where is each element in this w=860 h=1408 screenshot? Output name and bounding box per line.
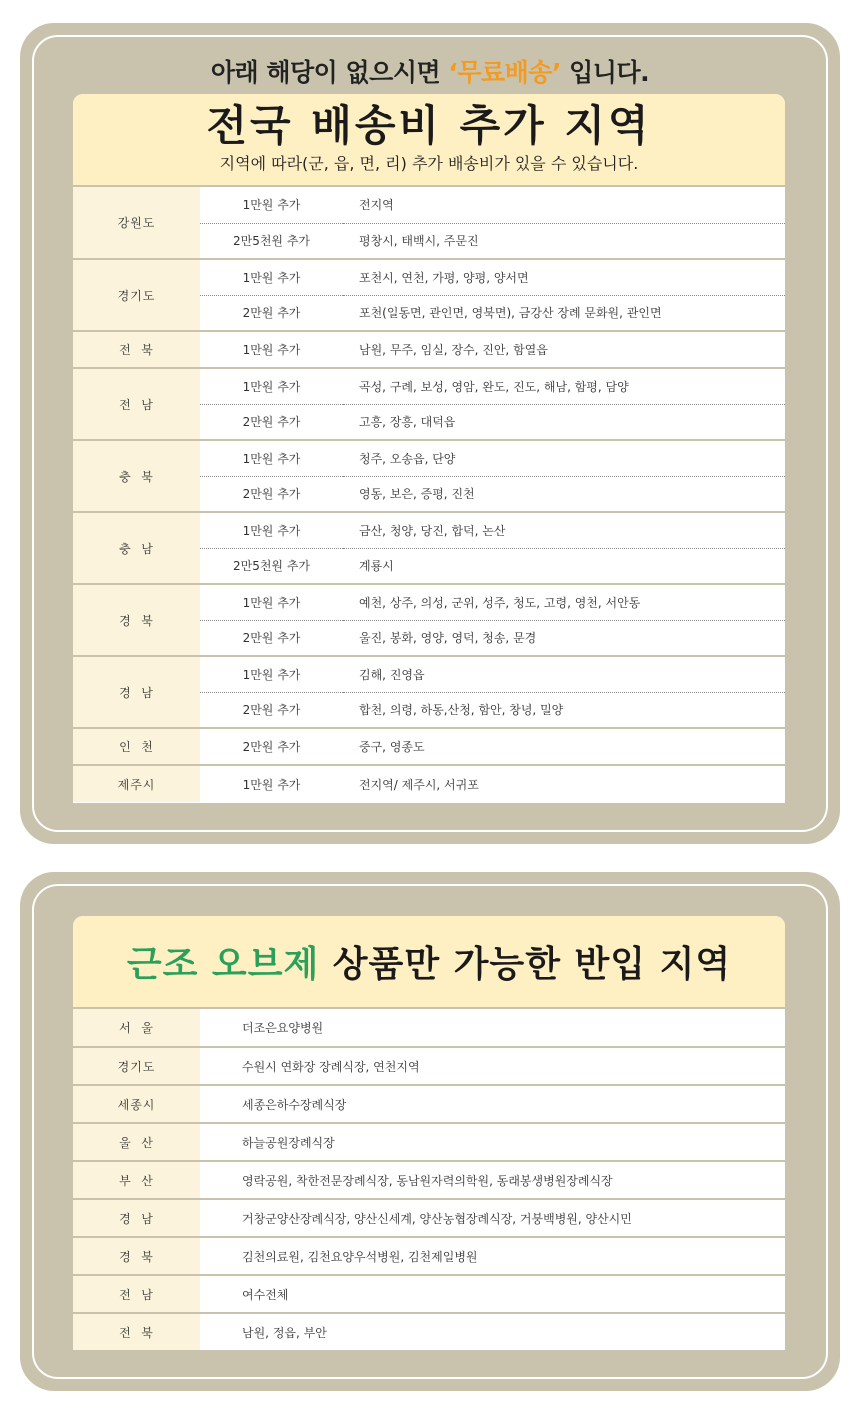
table-row bbox=[73, 765, 785, 802]
table-row bbox=[73, 440, 785, 476]
table-row bbox=[73, 1123, 785, 1161]
area-cell: 전지역 bbox=[359, 198, 394, 213]
table-row bbox=[73, 1237, 785, 1275]
area-cell: 중구, 영종도 bbox=[343, 728, 785, 765]
fee-cell: 1만원 추가 bbox=[200, 331, 343, 368]
section1-subtitle: 지역에 따라(군, 읍, 면, 리) 추가 배송비가 있을 수 있습니다. bbox=[219, 154, 639, 173]
fee-cell: 2만원 추가 bbox=[200, 620, 343, 656]
area-cell: 포천(일동면, 관인면, 영북면), 금강산 장례 문화원, 관인면 bbox=[343, 295, 785, 331]
places-cell: 하늘공원장례식장 bbox=[200, 1123, 785, 1161]
section2-title-rest: 상품만 가능한 반입 지역 bbox=[319, 944, 732, 985]
objet-delivery-card bbox=[73, 916, 785, 1350]
objet-delivery-panel bbox=[20, 872, 840, 1391]
section2-title-highlight: 근조 오브제 bbox=[126, 944, 320, 985]
places-cell: 영락공원, 착한전문장례식장, 동남원자력의학원, 동래봉생병원장례식장 bbox=[200, 1161, 785, 1199]
table-row bbox=[73, 1009, 785, 1047]
table-row bbox=[73, 728, 785, 765]
places-cell: 거창군양산장례식장, 양산신세계, 양산농협장례식장, 거붕백병원, 양산시민 bbox=[200, 1199, 785, 1237]
table-row bbox=[73, 1085, 785, 1123]
fee-cell: 1만원 추가 bbox=[200, 368, 343, 404]
region-cell: 경기도 bbox=[73, 259, 200, 331]
region-cell: 제주시 bbox=[73, 765, 200, 802]
region-cell: 충 남 bbox=[73, 512, 200, 584]
fee-cell: 2만원 추가 bbox=[200, 476, 343, 512]
fee-cell: 2만원 추가 bbox=[200, 404, 343, 440]
fee-cell: 2만원 추가 bbox=[200, 692, 343, 728]
section2-title bbox=[127, 936, 731, 987]
objet-delivery-header bbox=[73, 916, 785, 1009]
area-cell: 청주, 오송읍, 단양 bbox=[343, 440, 785, 476]
region-cell: 전 북 bbox=[73, 331, 200, 368]
shipping-fee-header bbox=[73, 94, 785, 187]
notice-suffix: 입니다. bbox=[560, 58, 650, 87]
table-row bbox=[73, 1161, 785, 1199]
region-cell: 강원도 bbox=[73, 187, 200, 259]
table-row bbox=[73, 656, 785, 692]
table-row bbox=[73, 1047, 785, 1085]
fee-cell: 1만원 추가 bbox=[200, 259, 343, 295]
table-row bbox=[73, 512, 785, 548]
area-cell: 울진, 봉화, 영양, 영덕, 청송, 문경 bbox=[343, 620, 785, 656]
table-row bbox=[73, 584, 785, 620]
area-cell: 포천시, 연천, 가평, 양평, 양서면 bbox=[343, 259, 785, 295]
fee-cell: 2만5천원 추가 bbox=[200, 223, 343, 259]
region-cell: 경 북 bbox=[73, 584, 200, 656]
region-cell: 인 천 bbox=[73, 728, 200, 765]
region-cell: 경 남 bbox=[73, 1199, 200, 1237]
table-row bbox=[73, 1275, 785, 1313]
area-cell: 전지역/ 제주시, 서귀포 bbox=[343, 765, 785, 802]
area-cell: 김해, 진영읍 bbox=[343, 656, 785, 692]
area-cell: 고흥, 장흥, 대덕읍 bbox=[343, 404, 785, 440]
table-row bbox=[73, 368, 785, 404]
region-cell: 부 산 bbox=[73, 1161, 200, 1199]
fee-cell: 1만원 추가 bbox=[200, 584, 343, 620]
places-cell: 세종은하수장례식장 bbox=[200, 1085, 785, 1123]
table-row bbox=[73, 1313, 785, 1350]
notice-highlight: ‘무료배송’ bbox=[448, 58, 561, 87]
region-cell: 경 북 bbox=[73, 1237, 200, 1275]
places-cell: 더조은요양병원 bbox=[242, 1021, 324, 1035]
places-cell: 김천의료원, 김천요양우석병원, 김천제일병원 bbox=[200, 1237, 785, 1275]
places-cell: 남원, 정읍, 부안 bbox=[200, 1313, 785, 1350]
region-cell: 서 울 bbox=[73, 1009, 200, 1047]
fee-cell: 2만원 추가 bbox=[200, 728, 343, 765]
area-cell: 예천, 상주, 의성, 군위, 성주, 청도, 고령, 영천, 서안동 bbox=[343, 584, 785, 620]
table-row bbox=[73, 331, 785, 368]
region-cell: 울 산 bbox=[73, 1123, 200, 1161]
area-cell: 영동, 보은, 증평, 진천 bbox=[343, 476, 785, 512]
region-cell: 전 남 bbox=[73, 1275, 200, 1313]
places-cell: 수원시 연화장 장례식장, 연천지역 bbox=[200, 1047, 785, 1085]
shipping-fee-card bbox=[73, 94, 785, 803]
table-row bbox=[73, 259, 785, 295]
fee-cell: 1만원 추가 bbox=[200, 656, 343, 692]
region-cell: 충 북 bbox=[73, 440, 200, 512]
fee-cell: 1만원 추가 bbox=[200, 440, 343, 476]
fee-cell: 1만원 추가 bbox=[242, 198, 301, 213]
table-row bbox=[73, 187, 785, 223]
area-cell: 남원, 무주, 임실, 장수, 진안, 함열읍 bbox=[343, 331, 785, 368]
notice-prefix: 아래 해당이 없으시면 bbox=[210, 58, 449, 87]
area-cell: 금산, 청양, 당진, 합덕, 논산 bbox=[343, 512, 785, 548]
area-cell: 평창시, 태백시, 주문진 bbox=[343, 223, 785, 259]
section1-title: 전국 배송비 추가 지역 bbox=[206, 101, 652, 150]
region-cell: 경기도 bbox=[73, 1047, 200, 1085]
free-shipping-notice bbox=[20, 53, 840, 89]
fee-cell: 1만원 추가 bbox=[200, 765, 343, 802]
fee-cell: 2만원 추가 bbox=[200, 295, 343, 331]
fee-cell: 1만원 추가 bbox=[200, 512, 343, 548]
region-cell: 전 남 bbox=[73, 368, 200, 440]
region-cell: 전 북 bbox=[73, 1313, 200, 1350]
region-cell: 세종시 bbox=[73, 1085, 200, 1123]
area-cell: 곡성, 구례, 보성, 영암, 완도, 진도, 해남, 함평, 담양 bbox=[343, 368, 785, 404]
region-cell: 경 남 bbox=[73, 656, 200, 728]
area-cell: 합천, 의령, 하동,산청, 함안, 창녕, 밀양 bbox=[343, 692, 785, 728]
area-cell: 계룡시 bbox=[343, 548, 785, 584]
places-cell: 여수전체 bbox=[200, 1275, 785, 1313]
shipping-fee-table bbox=[73, 187, 785, 802]
shipping-fee-panel bbox=[20, 23, 840, 844]
fee-cell: 2만5천원 추가 bbox=[200, 548, 343, 584]
table-row bbox=[73, 1199, 785, 1237]
objet-delivery-table bbox=[73, 1009, 785, 1350]
